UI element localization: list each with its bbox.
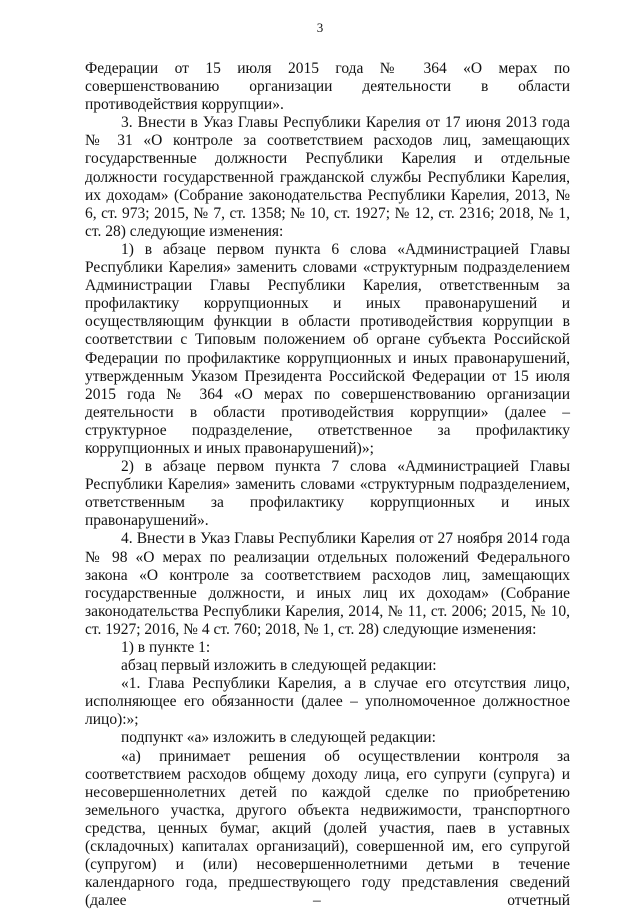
- paragraph-subitem-3-2: 2) в абзаце первом пункта 7 слова «Администрацией Главы Республики Карелия» заменить словами «структурным подразделением, ответственным за профилактику коррупционных и иных правонарушений».: [85, 458, 570, 530]
- page-number: 3: [316, 20, 324, 35]
- paragraph-continuation: Федерации от 15 июля 2015 года № 364 «О мерах по совершенствованию организации деятельности в области противодействия коррупции».: [85, 60, 570, 114]
- paragraph-instruction-first-abzac: абзац первый изложить в следующей редакции:: [121, 657, 437, 675]
- paragraph-subitem-3-1: 1) в абзаце первом пункта 6 слова «Администрацией Главы Республики Карелия» заменить словами «структурным подразделением Администрации Главы Республики Карелия, ответственным за профилактику коррупционных и иных правонарушений и осуществляющим функции в области противодействия коррупции в соответствии с Типовым положением об органе субъекта Российской Федерации по профилактике коррупционных и иных правонарушений, утвержденным Указом Президента Российской Федерации от 15 июля 2015 года № 364 «О мерах по совершенствованию организации деятельности в области противодействия коррупции» (далее – структурное подразделение, ответственное за профилактику коррупционных и иных правонарушений)»;: [85, 240, 570, 457]
- paragraph-new-wording-subpoint-a: «а) принимает решения об осуществлении контроля за соответствием расходов общему доходу лица, его супруги (супруга) и несовершеннолетних детей по каждой сделке по приобретению земельного участка, другого объекта недвижимости, транспортного средства, ценных бумаг, акций (долей участия, паев в уставных (складочных) капиталах организаций), совершенной им, его супругой (супругом) и (или) несовершеннолетними детьми в течение календарного года, предшествующего году представления сведений (далее – отчетный: [85, 747, 570, 910]
- paragraph-item-4: 4. Внести в Указ Главы Республики Карелия от 27 ноября 2014 года № 98 «О мерах по реализации отдельных положений Федерального закона «О контроле за соответствием расходов лиц, замещающих государственные должности, и иных лиц их доходам» (Собрание законодательства Республики Карелия, 2014, № 11, ст. 2006; 2015, № 10, ст. 1927; 2016, № 4 ст. 760; 2018, № 1, ст. 28) следующие изменения:: [85, 530, 570, 638]
- paragraph-subitem-4-1: 1) в пункте 1:: [121, 639, 211, 656]
- paragraph-instruction-subpoint-a: подпункт «а» изложить в следующей редакции:: [121, 729, 436, 747]
- document-body: [85, 60, 570, 910]
- paragraph-new-wording-point-1: «1. Глава Республики Карелия, а в случае его отсутствия лицо, исполняющее его обязанности (далее – уполномоченное должностное лицо):»;: [85, 675, 570, 729]
- paragraph-item-3: 3. Внести в Указ Главы Республики Карелия от 17 июня 2013 года № 31 «О контроле за соответствием расходов лиц, замещающих государственные должности Республики Карелия и отдельные должности государственной гражданской службы Республики Карелия, их доходам» (Собрание законодательства Республики Карелия, 2013, № 6, ст. 973; 2015, № 7, ст. 1358; № 10, ст. 1927; № 12, ст. 2316; 2018, № 1, ст. 28) следующие изменения:: [85, 114, 570, 240]
